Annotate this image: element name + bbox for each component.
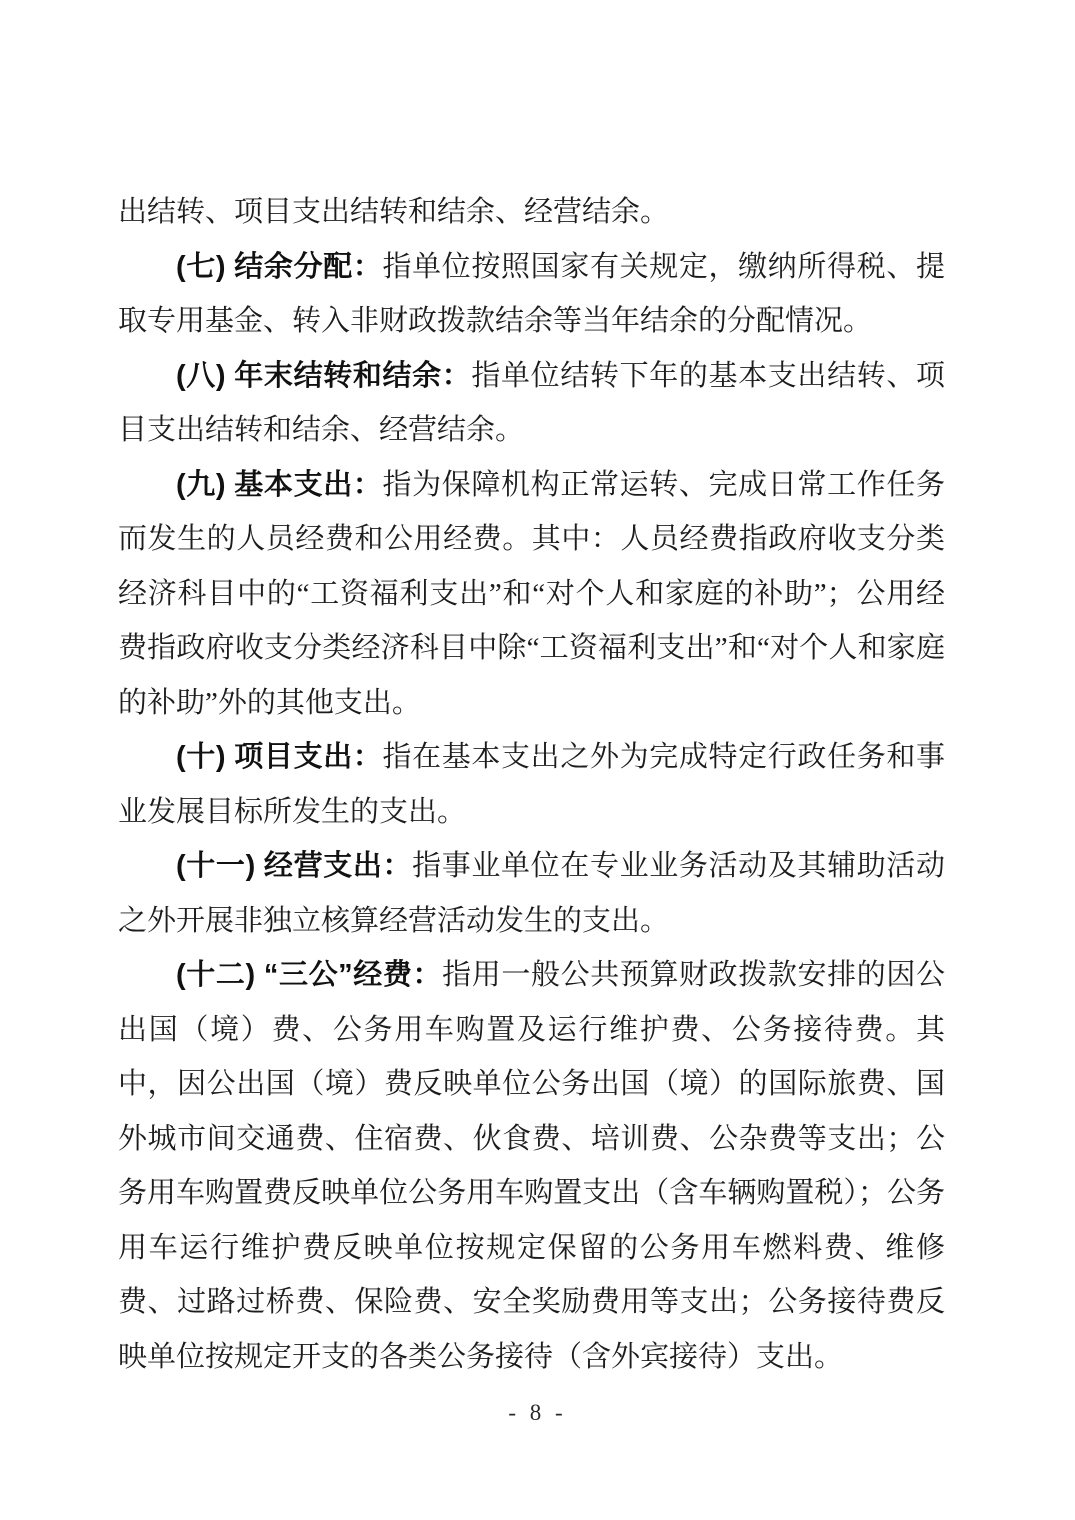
paragraph-term-9 bbox=[118, 458, 945, 731]
term-definition: 指单位按照国家有关规定，缴纳所得税、提取专用基金、转入非财政拨款结余等当年结余的分配情况。 bbox=[118, 250, 945, 337]
term-heading: (九) 基本支出： bbox=[176, 468, 383, 501]
paragraph-term-10 bbox=[118, 730, 945, 839]
page-number: - 8 - bbox=[508, 1400, 567, 1425]
paragraph-term-11 bbox=[118, 839, 945, 948]
paragraph-term-8 bbox=[118, 349, 945, 458]
paragraph-term-12 bbox=[118, 948, 945, 1384]
term-heading: (十) 项目支出： bbox=[176, 741, 383, 773]
term-definition: 指为保障机构正常运转、完成日常工作任务而发生的人员经费和公用经费。其中：人员经费指政府收支分类经济科目中的“工资福利支出”和“对个人和家庭的补助”；公用经费指政府收支分类经济科目中除“工资福利支出”和“对个人和家庭的补助”外的其他支出。 bbox=[118, 468, 945, 719]
term-definition: 指单位结转下年的基本支出结转、项目支出结转和结余、经营结余。 bbox=[118, 359, 945, 446]
term-heading: (十一) 经营支出： bbox=[176, 850, 413, 882]
term-definition: 指在基本支出之外为完成特定行政任务和事业发展目标所发生的支出。 bbox=[118, 741, 945, 828]
paragraph-text: 出结转、项目支出结转和结余、经营结余。 bbox=[118, 196, 670, 228]
document-body bbox=[118, 185, 945, 1384]
paragraph-term-7 bbox=[118, 240, 945, 349]
term-heading: (十二) “三公”经费： bbox=[176, 959, 443, 991]
term-heading: (七) 结余分配： bbox=[176, 250, 383, 283]
term-definition: 指事业单位在专业业务活动及其辅助活动之外开展非独立核算经营活动发生的支出。 bbox=[118, 850, 945, 937]
paragraph-continuation bbox=[118, 185, 945, 240]
term-heading: (八) 年末结转和结余： bbox=[176, 359, 472, 392]
term-definition: 指用一般公共预算财政拨款安排的因公出国（境）费、公务用车购置及运行维护费、公务接待费。其中，因公出国（境）费反映单位公务出国（境）的国际旅费、国外城市间交通费、住宿费、伙食费、培训费、公杂费等支出；公务用车购置费反映单位公务用车购置支出（含车辆购置税）；公务用车运行维护费反映单位按规定保留的公务用车燃料费、维修费、过路过桥费、保险费、安全奖励费用等支出；公务接待费反映单位按规定开支的各类公务接待（含外宾接待）支出。 bbox=[118, 959, 945, 1373]
